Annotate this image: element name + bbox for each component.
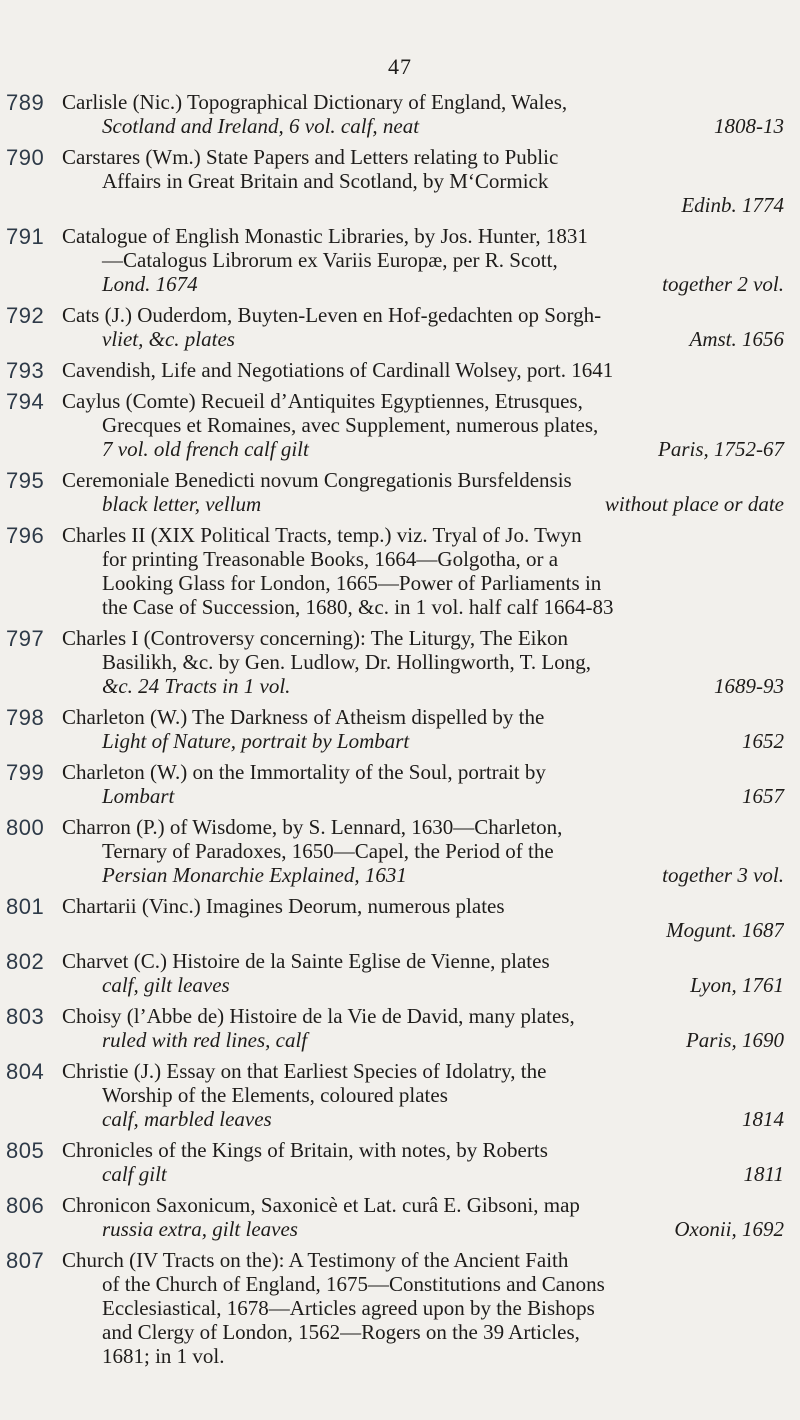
entry-detail-line xyxy=(62,437,784,461)
entry-continuation-line: Ecclesiastical, 1678—Articles agreed upon by the Bishops xyxy=(102,1296,595,1320)
entry-text xyxy=(62,1059,784,1131)
entry-title-line: Charvet (C.) Histoire de la Sainte Eglise de Vienne, plates xyxy=(62,949,550,973)
entry-title-line: Ceremoniale Benedicti novum Congregationis Bursfeldensis xyxy=(62,468,572,492)
catalogue-entry xyxy=(0,389,800,461)
entry-binding: Lombart xyxy=(102,784,175,808)
catalogue-entry xyxy=(0,949,800,997)
entry-title-line: Catalogue of English Monastic Libraries, by Jos. Hunter, 1831 xyxy=(62,224,588,248)
lot-number: 802 xyxy=(6,949,45,974)
entry-continuation-line: Affairs in Great Britain and Scotland, by M‘Cormick xyxy=(102,169,549,193)
lot-number: 790 xyxy=(6,145,45,170)
catalogue-entry xyxy=(0,358,800,382)
entry-binding: russia extra, gilt leaves xyxy=(102,1217,298,1241)
lot-number: 797 xyxy=(6,626,45,651)
entry-imprint: Edinb. 1774 xyxy=(681,193,784,217)
catalogue-entry xyxy=(0,1193,800,1241)
lot-number: 804 xyxy=(6,1059,45,1084)
entry-text xyxy=(62,224,784,296)
entry-text xyxy=(62,389,784,461)
entry-continuation-line: Ternary of Paradoxes, 1650—Capel, the Period of the xyxy=(102,839,554,863)
entry-text xyxy=(62,1004,784,1052)
lot-number: 799 xyxy=(6,760,45,785)
entry-continuation-line: 1681; in 1 vol. xyxy=(102,1344,225,1368)
entry-text xyxy=(62,303,784,351)
entry-imprint: 1811 xyxy=(743,1162,784,1186)
entry-text xyxy=(62,949,784,997)
catalogue-entry xyxy=(0,224,800,296)
entry-continuation-line: the Case of Succession, 1680, &c. in 1 vol. half calf 1664-83 xyxy=(102,595,614,619)
catalogue-entry xyxy=(0,1248,800,1368)
lot-number: 794 xyxy=(6,389,45,414)
entry-title-line: Chronicles of the Kings of Britain, with notes, by Roberts xyxy=(62,1138,548,1162)
entry-text xyxy=(62,815,784,887)
catalogue-entry xyxy=(0,90,800,138)
entry-title-line: Cavendish, Life and Negotiations of Cardinall Wolsey, port. 1641 xyxy=(62,358,614,382)
lot-number: 792 xyxy=(6,303,45,328)
entry-text xyxy=(62,358,784,382)
lot-number: 791 xyxy=(6,224,45,249)
lot-number: 795 xyxy=(6,468,45,493)
entry-title-line: Choisy (l’Abbe de) Histoire de la Vie de David, many plates, xyxy=(62,1004,575,1028)
entry-detail-line xyxy=(62,784,784,808)
entry-binding: black letter, vellum xyxy=(102,492,262,516)
entry-title-line: Church (IV Tracts on the): A Testimony of the Ancient Faith xyxy=(62,1248,569,1272)
entry-binding: 7 vol. old french calf gilt xyxy=(102,437,309,461)
entry-binding: calf, gilt leaves xyxy=(102,973,230,997)
lot-number: 801 xyxy=(6,894,45,919)
entry-imprint: 1689-93 xyxy=(714,674,784,698)
entry-binding: calf gilt xyxy=(102,1162,167,1186)
entry-title-line: Charron (P.) of Wisdome, by S. Lennard, 1630—Charleton, xyxy=(62,815,563,839)
entry-binding: Lond. 1674 xyxy=(102,272,198,296)
catalogue-entry xyxy=(0,760,800,808)
entry-continuation-line: for printing Treasonable Books, 1664—Golgotha, or a xyxy=(102,547,559,571)
catalogue-entry xyxy=(0,1138,800,1186)
entry-binding: &c. 24 Tracts in 1 vol. xyxy=(102,674,291,698)
catalogue-entry xyxy=(0,1004,800,1052)
entry-detail-line xyxy=(62,114,784,138)
entry-title-line: Carstares (Wm.) State Papers and Letters relating to Public xyxy=(62,145,559,169)
entry-detail-line xyxy=(62,272,784,296)
entry-text xyxy=(62,1138,784,1186)
entry-text xyxy=(62,626,784,698)
entry-text xyxy=(62,468,784,516)
entry-title-line: Christie (J.) Essay on that Earliest Species of Idolatry, the xyxy=(62,1059,547,1083)
entry-imprint: Oxonii, 1692 xyxy=(674,1217,784,1241)
entry-detail-line xyxy=(62,674,784,698)
lot-number: 796 xyxy=(6,523,45,548)
catalogue-entry xyxy=(0,626,800,698)
entry-detail-line xyxy=(62,973,784,997)
entry-imprint: together 2 vol. xyxy=(662,272,784,296)
entry-continuation-line: Worship of the Elements, coloured plates xyxy=(102,1083,448,1107)
catalogue-entries xyxy=(0,90,800,1375)
page-number: 47 xyxy=(388,54,412,79)
entry-imprint: Mogunt. 1687 xyxy=(666,918,784,942)
entry-title-line: Charleton (W.) The Darkness of Atheism dispelled by the xyxy=(62,705,545,729)
catalogue-entry xyxy=(0,145,800,217)
lot-number: 803 xyxy=(6,1004,45,1029)
entry-continuation-line: Grecques et Romaines, avec Supplement, numerous plates, xyxy=(102,413,599,437)
entry-title-line: Cats (J.) Ouderdom, Buyten-Leven en Hof-gedachten op Sorgh- xyxy=(62,303,602,327)
entry-title-line: Charles I (Controversy concerning): The Liturgy, The Eikon xyxy=(62,626,569,650)
entry-detail-line xyxy=(62,729,784,753)
entry-continuation-line: and Clergy of London, 1562—Rogers on the 39 Articles, xyxy=(102,1320,580,1344)
lot-number: 798 xyxy=(6,705,45,730)
entry-text xyxy=(62,145,784,217)
lot-number: 805 xyxy=(6,1138,45,1163)
entry-text xyxy=(62,760,784,808)
entry-title-line: Chronicon Saxonicum, Saxonicè et Lat. curâ E. Gibsoni, map xyxy=(62,1193,580,1217)
entry-text xyxy=(62,523,784,619)
entry-text xyxy=(62,90,784,138)
entry-imprint: Amst. 1656 xyxy=(689,327,784,351)
entry-title-line: Charles II (XIX Political Tracts, temp.) viz. Tryal of Jo. Twyn xyxy=(62,523,582,547)
lot-number: 800 xyxy=(6,815,45,840)
entry-continuation-line: Basilikh, &c. by Gen. Ludlow, Dr. Hollingworth, T. Long, xyxy=(102,650,591,674)
entry-detail-line xyxy=(62,1217,784,1241)
entry-binding: vliet, &c. plates xyxy=(102,327,235,351)
entry-imprint: Paris, 1752-67 xyxy=(658,437,784,461)
catalogue-entry xyxy=(0,894,800,942)
lot-number: 789 xyxy=(6,90,45,115)
entry-imprint: 1652 xyxy=(742,729,784,753)
catalogue-entry xyxy=(0,705,800,753)
lot-number: 806 xyxy=(6,1193,45,1218)
entry-detail-line xyxy=(62,1162,784,1186)
entry-title-line: Caylus (Comte) Recueil d’Antiquites Egyptiennes, Etrusques, xyxy=(62,389,583,413)
entry-title-line: Charleton (W.) on the Immortality of the Soul, portrait by xyxy=(62,760,546,784)
entry-detail-line xyxy=(62,327,784,351)
entry-imprint: Paris, 1690 xyxy=(685,1028,784,1052)
entry-imprint: without place or date xyxy=(604,492,784,516)
entry-continuation-line: of the Church of England, 1675—Constitutions and Canons xyxy=(102,1272,605,1296)
entry-text xyxy=(62,705,784,753)
entry-binding: ruled with red lines, calf xyxy=(102,1028,308,1052)
catalogue-entry xyxy=(0,1059,800,1131)
catalogue-entry xyxy=(0,523,800,619)
entry-detail-line xyxy=(62,492,784,516)
lot-number: 807 xyxy=(6,1248,45,1273)
entry-detail-line xyxy=(62,1028,784,1052)
entry-binding: Persian Monarchie Explained, 1631 xyxy=(102,863,407,887)
entry-imprint: together 3 vol. xyxy=(662,863,784,887)
entry-imprint: 1808-13 xyxy=(714,114,784,138)
entry-detail-line xyxy=(62,1107,784,1131)
entry-continuation-line: Looking Glass for London, 1665—Power of Parliaments in xyxy=(102,571,602,595)
entry-title-line: Carlisle (Nic.) Topographical Dictionary of England, Wales, xyxy=(62,90,568,114)
entry-binding: calf, marbled leaves xyxy=(102,1107,272,1131)
entry-binding: Scotland and Ireland, 6 vol. calf, neat xyxy=(102,114,420,138)
catalogue-entry xyxy=(0,815,800,887)
entry-imprint: Lyon, 1761 xyxy=(690,973,784,997)
entry-text xyxy=(62,1193,784,1241)
entry-detail-line xyxy=(62,863,784,887)
catalogue-entry xyxy=(0,303,800,351)
entry-continuation-line: —Catalogus Librorum ex Variis Europæ, per R. Scott, xyxy=(102,248,558,272)
entry-title-line: Chartarii (Vinc.) Imagines Deorum, numerous plates xyxy=(62,894,505,918)
catalogue-entry xyxy=(0,468,800,516)
entry-imprint: 1657 xyxy=(742,784,784,808)
entry-imprint: 1814 xyxy=(742,1107,784,1131)
entry-text xyxy=(62,1248,784,1368)
entry-binding: Light of Nature, portrait by Lombart xyxy=(102,729,410,753)
lot-number: 793 xyxy=(6,358,45,383)
entry-text xyxy=(62,894,784,942)
